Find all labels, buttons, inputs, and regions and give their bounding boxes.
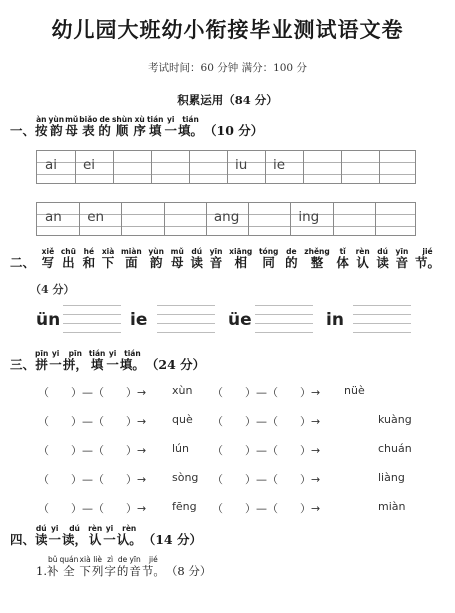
pinyin-annotation: àn <box>36 115 47 124</box>
ruby-char <box>304 247 330 270</box>
ruby-char <box>210 247 223 270</box>
question-score: （14 分） <box>142 532 202 547</box>
ruby-char <box>356 247 370 270</box>
spelling-blank[interactable]: （ ）—（ ）→ <box>212 502 321 515</box>
hanzi: 一 <box>106 357 119 372</box>
hanzi: 母 <box>65 123 78 138</box>
ruby-char <box>171 247 184 270</box>
pinyin-annotation: xiāng <box>229 247 253 256</box>
grid-cell-text: ei <box>83 157 96 173</box>
pinyin-annotation: biǎo <box>79 115 98 124</box>
pinyin-annotation: mǔ <box>65 115 79 124</box>
grid-divider <box>379 151 380 183</box>
syllable-answer: liàng <box>378 471 405 484</box>
ruby-char <box>285 247 298 270</box>
ruby-char <box>190 247 203 270</box>
ruby-char <box>92 555 104 578</box>
hanzi: 下 <box>101 255 115 270</box>
hanzi: 表 <box>82 123 95 138</box>
hanzi: 序 <box>133 123 146 138</box>
grid-divider <box>189 151 190 183</box>
syllable-answer: lún <box>172 442 189 455</box>
writing-line[interactable] <box>63 323 121 324</box>
pinyin-annotation: yīn <box>395 247 409 256</box>
spelling-blank[interactable]: （ ）—（ ）→ <box>38 386 147 399</box>
page-title: 幼儿园大班幼小衔接毕业测试语文卷 <box>51 18 404 42</box>
hanzi: 整 <box>310 255 324 270</box>
ruby-char <box>61 247 76 270</box>
writing-line[interactable] <box>63 305 121 306</box>
writing-line[interactable] <box>353 305 411 306</box>
pinyin-annotation: jié <box>422 247 433 256</box>
grid-guide-line <box>37 226 415 227</box>
question-score: （24 分） <box>145 357 206 372</box>
pinyin-annotation: yīn <box>209 247 223 256</box>
ruby-char <box>415 247 440 270</box>
ruby-char <box>129 555 141 578</box>
writing-line[interactable] <box>63 332 121 333</box>
ruby-char <box>121 247 142 270</box>
grid-divider <box>290 203 291 235</box>
writing-line[interactable] <box>255 332 313 333</box>
ruby-char <box>102 247 115 270</box>
ruby-char <box>104 555 116 578</box>
ruby-char <box>336 247 349 270</box>
pinyin-grid-2 <box>36 202 416 236</box>
pinyin-annotation: yùn <box>148 247 164 256</box>
grid-guide-line <box>37 174 415 175</box>
writing-line[interactable] <box>255 314 313 315</box>
ruby-char <box>396 247 409 270</box>
syllable-answer: kuàng <box>378 413 412 426</box>
ruby-char <box>79 115 97 138</box>
pinyin-annotation: shùn <box>111 115 133 124</box>
ruby-char <box>49 115 65 138</box>
pinyin-annotation: mǔ <box>170 247 184 256</box>
ruby-char <box>59 555 78 578</box>
syllable-answer: xùn <box>172 384 193 397</box>
exam-meta: 考试时间：60 分钟 满分：100 分 <box>148 62 307 74</box>
hanzi: 填。 <box>119 357 145 372</box>
syllable-answer: sòng <box>172 471 199 484</box>
grid-divider <box>79 203 80 235</box>
hanzi: 母 <box>170 255 184 270</box>
hanzi: 一 <box>103 532 116 547</box>
grid-cell-text: ang <box>213 209 240 225</box>
hanzi: 拼 <box>35 357 48 372</box>
hanzi: 音 <box>129 564 141 578</box>
hanzi: 认 <box>88 532 102 547</box>
hanzi: 读 <box>190 255 203 270</box>
hanzi: 韵 <box>50 123 63 138</box>
pinyin-annotation: tián <box>88 349 106 358</box>
writing-line[interactable] <box>353 314 411 315</box>
pinyin-annotation: miàn <box>120 247 142 256</box>
hanzi: 节。 <box>141 564 165 578</box>
hanzi: 的 <box>285 255 298 270</box>
pinyin-annotation: de <box>99 115 110 124</box>
question-number: 三、 <box>10 357 36 372</box>
grid-cell-text: ai <box>45 157 58 173</box>
hanzi: 拼， <box>62 357 88 372</box>
ruby-char <box>63 349 88 372</box>
pinyin-annotation: quán <box>59 555 79 564</box>
spelling-blank[interactable]: （ ）—（ ）→ <box>212 444 321 457</box>
grid-cell-text: an <box>45 209 62 225</box>
grid-divider <box>248 203 249 235</box>
grid-divider <box>227 151 228 183</box>
ruby-char <box>98 115 111 138</box>
pinyin-annotation: jié <box>148 555 158 564</box>
hanzi: 的 <box>116 564 129 578</box>
ruby-char <box>42 247 55 270</box>
pinyin-annotation: hé <box>83 247 95 256</box>
ruby-char <box>103 524 116 547</box>
hanzi: 填 <box>90 357 104 372</box>
pinyin-annotation: xià <box>101 247 115 256</box>
question-2-score: （4 分） <box>30 283 75 296</box>
ruby-char <box>88 524 102 547</box>
pinyin-annotation: tǐ <box>339 247 346 256</box>
pinyin-annotation: xià <box>79 555 91 564</box>
writing-line[interactable] <box>353 332 411 333</box>
hanzi: 按 <box>35 123 48 138</box>
hanzi: 字 <box>104 564 116 578</box>
hanzi: 出 <box>62 255 75 270</box>
hanzi: 一 <box>48 532 62 547</box>
rhyme-prompt: üe <box>228 310 252 330</box>
ruby-char <box>35 115 48 138</box>
pinyin-annotation: pīn <box>35 349 49 358</box>
writing-line[interactable] <box>353 323 411 324</box>
ruby-char <box>49 349 62 372</box>
grid-cell-text: ie <box>273 157 286 173</box>
writing-line[interactable] <box>157 323 215 324</box>
hanzi: 同 <box>262 255 275 270</box>
pinyin-annotation: zhěng <box>304 247 330 256</box>
writing-line[interactable] <box>157 332 215 333</box>
writing-line[interactable] <box>63 314 121 315</box>
pinyin-annotation: dú <box>35 524 47 533</box>
writing-line[interactable] <box>255 323 313 324</box>
ruby-char <box>142 555 165 578</box>
question-score: （8 分） <box>165 564 212 578</box>
ruby-char <box>35 524 48 547</box>
writing-line[interactable] <box>157 314 215 315</box>
spelling-blank[interactable]: （ ）—（ ）→ <box>212 473 321 486</box>
grid-divider <box>113 151 114 183</box>
ruby-char <box>112 115 132 138</box>
spelling-blank[interactable]: （ ）—（ ）→ <box>38 502 147 515</box>
grid-cell-text: iu <box>235 157 248 173</box>
ruby-char <box>133 115 146 138</box>
hanzi: 填 <box>148 123 162 138</box>
pinyin-annotation: bǔ <box>47 555 58 564</box>
ruby-char <box>83 247 96 270</box>
ruby-char <box>35 349 48 372</box>
pinyin-annotation: yi <box>108 349 117 358</box>
spelling-blank[interactable]: （ ）—（ ）→ <box>38 415 147 428</box>
pinyin-annotation: pīn <box>68 349 82 358</box>
pinyin-annotation: yi <box>167 115 175 124</box>
ruby-char <box>178 115 203 138</box>
syllable-answer: nüè <box>344 384 365 397</box>
pinyin-annotation: de <box>117 555 128 564</box>
spelling-blank[interactable]: （ ）—（ ）→ <box>38 473 147 486</box>
section-title: 积累运用（84 分） <box>177 93 278 107</box>
question-number: 二、 <box>10 255 36 270</box>
pinyin-annotation: yùn <box>48 115 65 124</box>
hanzi: 的 <box>98 123 111 138</box>
pinyin-grid-1 <box>36 150 416 184</box>
grid-divider <box>75 151 76 183</box>
pinyin-annotation: rèn <box>122 524 137 533</box>
question-4-sub-1 <box>36 555 211 578</box>
grid-divider <box>333 203 334 235</box>
ruby-char <box>89 349 106 372</box>
ruby-char <box>148 247 164 270</box>
ruby-char <box>229 247 252 270</box>
pinyin-annotation: tián <box>146 115 164 124</box>
grid-divider <box>303 151 304 183</box>
syllable-answer: miàn <box>378 500 406 513</box>
ruby-char <box>147 115 164 138</box>
hanzi: 读， <box>62 532 88 547</box>
pinyin-annotation: rèn <box>88 524 103 533</box>
question-score: （10 分） <box>204 123 264 138</box>
hanzi: 音 <box>395 255 409 270</box>
hanzi: 写 <box>41 255 55 270</box>
pinyin-annotation: liè <box>93 555 102 564</box>
grid-divider <box>206 203 207 235</box>
pinyin-annotation: yi <box>51 349 60 358</box>
pinyin-annotation: zì <box>107 555 114 564</box>
ruby-char <box>49 524 62 547</box>
writing-line[interactable] <box>157 305 215 306</box>
syllable-answer: chuán <box>378 442 412 455</box>
pinyin-annotation: xiě <box>41 247 55 256</box>
ruby-char <box>62 524 87 547</box>
pinyin-annotation: yīn <box>129 555 141 564</box>
ruby-char <box>259 247 278 270</box>
hanzi: 列 <box>91 564 104 578</box>
question-4-heading <box>10 524 202 547</box>
syllable-answer: què <box>172 413 193 426</box>
ruby-char <box>120 349 145 372</box>
grid-divider <box>265 151 266 183</box>
ruby-char <box>106 349 119 372</box>
hanzi: 体 <box>336 255 349 270</box>
ruby-char <box>65 115 78 138</box>
grid-cell-text: en <box>87 209 105 225</box>
ruby-char <box>117 524 142 547</box>
rhyme-prompt: in <box>326 310 344 330</box>
grid-divider <box>341 151 342 183</box>
ruby-char <box>47 555 59 578</box>
pinyin-annotation: dú <box>69 524 80 533</box>
question-number: 1. <box>36 564 47 578</box>
hanzi: 读 <box>35 532 48 547</box>
pinyin-annotation: dú <box>191 247 203 256</box>
pinyin-annotation: tián <box>182 115 199 124</box>
pinyin-annotation: tián <box>124 349 141 358</box>
pinyin-annotation: chū <box>60 247 76 256</box>
pinyin-annotation: xù <box>134 115 145 124</box>
question-number: 四、 <box>10 532 36 547</box>
hanzi: 认。 <box>116 532 142 547</box>
spelling-blank[interactable]: （ ）—（ ）→ <box>212 386 321 399</box>
ruby-char <box>165 115 178 138</box>
hanzi: 一 <box>164 123 178 138</box>
grid-cell-text: ing <box>298 209 320 225</box>
hanzi: 顺 <box>115 123 129 138</box>
question-number: 一、 <box>10 123 36 138</box>
pinyin-annotation: yi <box>105 524 114 533</box>
hanzi: 认 <box>356 255 369 270</box>
hanzi: 音 <box>209 255 223 270</box>
pinyin-annotation: yi <box>51 524 59 533</box>
spelling-blank[interactable]: （ ）—（ ）→ <box>38 444 147 457</box>
pinyin-annotation: tóng <box>258 247 279 256</box>
grid-divider <box>151 151 152 183</box>
grid-divider <box>121 203 122 235</box>
question-2-heading <box>10 247 440 270</box>
hanzi: 下 <box>79 564 91 578</box>
syllable-answer: fēng <box>172 500 197 513</box>
hanzi: 面 <box>125 255 138 270</box>
grid-divider <box>164 203 165 235</box>
ruby-char <box>376 247 389 270</box>
question-3-heading <box>10 349 205 372</box>
hanzi: 和 <box>82 255 96 270</box>
rhyme-prompt: ün <box>36 310 61 330</box>
grid-divider <box>375 203 376 235</box>
question-1-heading <box>10 115 263 138</box>
ruby-char <box>117 555 129 578</box>
pinyin-annotation: dú <box>377 247 388 256</box>
hanzi: 填。 <box>178 123 204 138</box>
hanzi: 一 <box>49 357 62 372</box>
spelling-blank[interactable]: （ ）—（ ）→ <box>212 415 321 428</box>
pinyin-annotation: de <box>286 247 297 256</box>
hanzi: 读 <box>376 255 389 270</box>
pinyin-annotation: rèn <box>355 247 370 256</box>
hanzi: 节。 <box>414 255 440 270</box>
hanzi: 补 <box>46 564 59 578</box>
hanzi: 全 <box>63 564 75 578</box>
writing-line[interactable] <box>255 305 313 306</box>
hanzi: 韵 <box>149 255 163 270</box>
rhyme-prompt: ie <box>130 310 148 330</box>
hanzi: 相 <box>234 255 247 270</box>
ruby-char <box>79 555 91 578</box>
